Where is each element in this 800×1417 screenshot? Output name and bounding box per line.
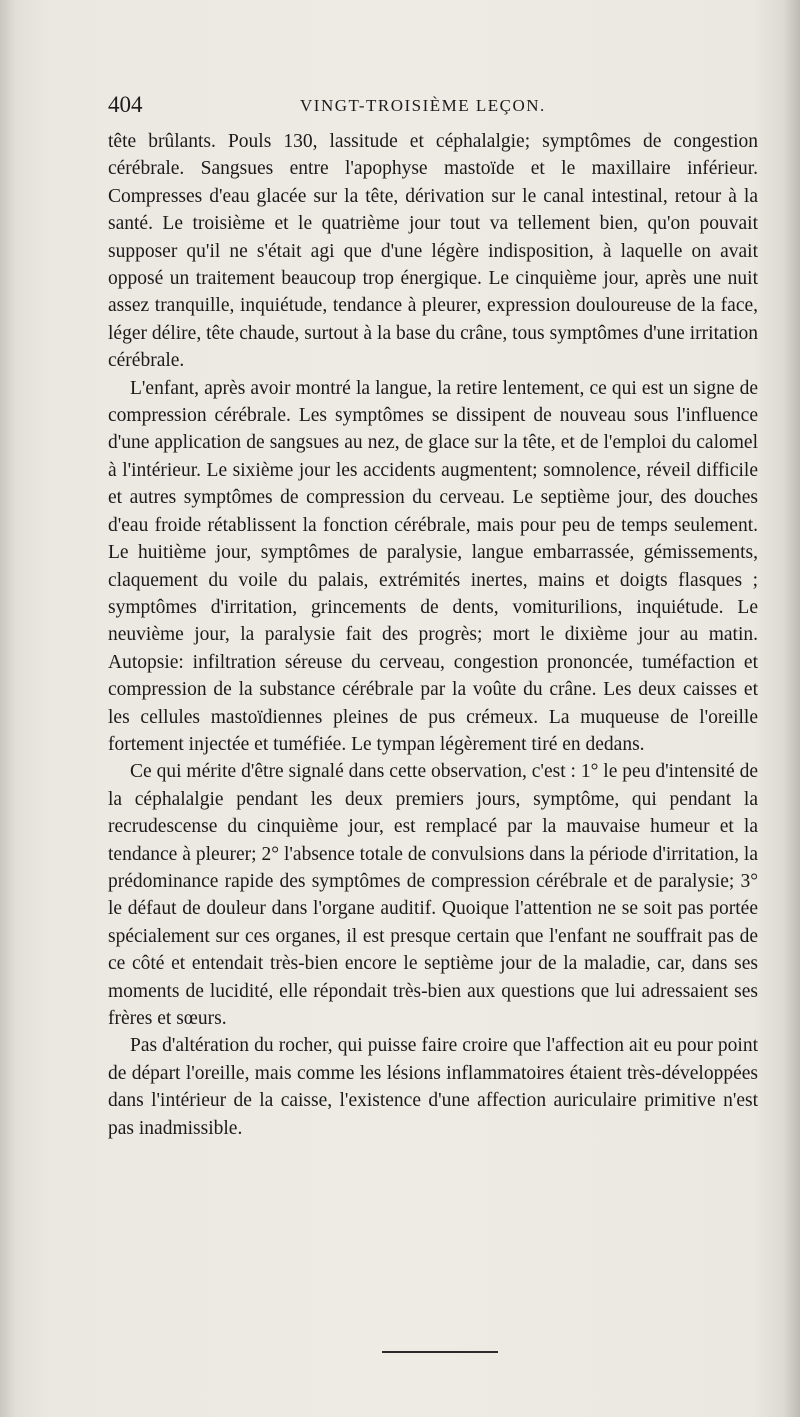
- end-rule: [382, 1351, 498, 1353]
- paragraph-1: tête brûlants. Pouls 130, lassitude et céphalalgie; symptômes de congestion cérébrale. Sangsues entre l'apophyse mastoïde et le maxillaire inférieur. Compresses d'eau glacée sur la tête, dérivation sur le canal intestinal, retour à la santé. Le troisième et le quatrième jour tout va tellement bien, qu'on pouvait supposer qu'il ne s'était agi que d'une légère indisposition, à laquelle on avait opposé un traitement beaucoup trop énergique. Le cinquième jour, après une nuit assez tranquille, inquiétude, tendance à pleurer, expression douloureuse de la face, léger délire, tête chaude, surtout à la base du crâne, tous symptômes d'une irritation cérébrale.: [108, 131, 758, 372]
- paragraph-3: Ce qui mérite d'être signalé dans cette observation, c'est : 1° le peu d'intensité de la céphalalgie pendant les deux premiers jours, symptôme, qui pendant la recrudescense du cinquième jour, est remplacé par la mauvaise humeur et la tendance à pleurer; 2° l'absence totale de convulsions dans la période d'irritation, la prédominance rapide des symptômes de compression cérébrale et de paralysie; 3° le défaut de douleur dans l'organe auditif. Quoique l'attention ne se soit pas portée spécialement sur ces organes, il est presque certain que l'enfant ne souffrait pas de ce côté et entendait très-bien encore le septième jour de la maladie, car, dans ses moments de lucidité, elle répondait très-bien aux questions que lui adressaient ses frères et sœurs.: [108, 761, 758, 1029]
- paragraph-2: L'enfant, après avoir montré la langue, la retire lentement, ce qui est un signe de compression cérébrale. Les symptômes se dissipent de nouveau sous l'influence d'une application de sangsues au nez, de glace sur la tête, et de l'emploi du calomel à l'intérieur. Le sixième jour les accidents augmentent; somnolence, réveil difficile et autres symptômes de compression du cerveau. Le septième jour, des douches d'eau froide rétablissent la fonction cérébrale, mais pour peu de temps seulement. Le huitième jour, symptômes de paralysie, langue embarrassée, gémissements, claquement du voile du palais, extrémités inertes, mains et doigts flasques ; symptômes d'irritation, grincements de dents, vomiturilions, inquiétude. Le neuvième jour, la paralysie fait des progrès; mort le dixième jour au matin. Autopsie: infiltration séreuse du cerveau, congestion prononcée, tuméfaction et compression de la substance cérébrale par la voûte du crâne. Les deux caisses et les cellules mastoïdiennes pleines de pus crémeux. La muqueuse de l'oreille fortement injectée et tuméfiée. Le tympan légèrement tiré en dedans.: [108, 377, 758, 755]
- page-header: [108, 92, 758, 122]
- page-number: 404: [108, 92, 143, 117]
- paragraph-4: Pas d'altération du rocher, qui puisse faire croire que l'affection ait eu pour point de départ l'oreille, mais comme les lésions inflammatoires étaient très-développées dans l'intérieur de la caisse, l'existence d'une affection auriculaire primitive n'est pas inadmissible.: [108, 1035, 758, 1139]
- body-text: [108, 128, 758, 1142]
- running-title: VINGT-TROISIÈME LEÇON.: [300, 96, 546, 115]
